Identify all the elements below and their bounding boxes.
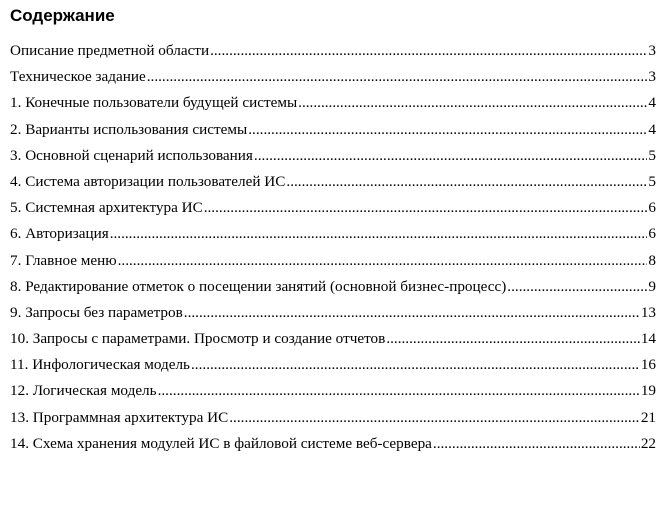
toc-list — [10, 42, 656, 461]
toc-entry[interactable] — [10, 199, 656, 225]
toc-dot-leader — [204, 199, 648, 217]
toc-entry-page-number: 4 — [648, 94, 656, 112]
toc-entry-page-number: 3 — [648, 68, 656, 86]
toc-entry[interactable] — [10, 278, 656, 304]
toc-entry[interactable] — [10, 409, 656, 435]
toc-entry-text: 4. Система авторизации пользователей ИС — [10, 172, 286, 190]
toc-title: Содержание — [10, 6, 115, 25]
toc-entry-page-number: 6 — [648, 199, 656, 217]
toc-dot-leader — [298, 94, 647, 112]
toc-dot-leader — [507, 278, 647, 296]
toc-dot-leader — [254, 147, 647, 165]
toc-entry-page-number: 21 — [640, 408, 656, 426]
toc-entry[interactable] — [10, 356, 656, 382]
toc-entry-page-number: 13 — [640, 303, 656, 321]
toc-dot-leader — [229, 409, 640, 427]
toc-entry[interactable] — [10, 330, 656, 356]
toc-dot-leader — [248, 121, 647, 139]
toc-entry-text: 5. Системная архитектура ИС — [10, 199, 203, 217]
toc-dot-leader — [184, 304, 640, 322]
toc-entry-text: 6. Авторизация — [10, 225, 109, 243]
toc-entry-text: 2. Варианты использования системы — [10, 120, 248, 138]
toc-dot-leader — [191, 356, 640, 374]
toc-entry-page-number: 3 — [648, 42, 656, 59]
toc-entry-text: 14. Схема хранения модулей ИС в файловой системе веб-сервера — [10, 434, 432, 452]
toc-dot-leader — [158, 382, 640, 400]
toc-entry-page-number: 5 — [648, 146, 656, 164]
toc-entry[interactable] — [10, 304, 656, 330]
toc-entry[interactable] — [10, 252, 656, 278]
toc-entry-text: 10. Запросы с параметрами. Просмотр и создание отчетов — [10, 330, 386, 348]
toc-entry-text: 7. Главное меню — [10, 251, 117, 269]
toc-entry-text: 11. Инфологическая модель — [10, 356, 190, 374]
toc-entry-text: 8. Редактирование отметок о посещении занятий (основной бизнес-процесс) — [10, 277, 507, 295]
toc-entry[interactable] — [10, 435, 656, 461]
toc-entry-text: 13. Программная архитектура ИС — [10, 408, 229, 426]
toc-entry-page-number: 22 — [640, 434, 656, 452]
toc-entry-page-number: 9 — [648, 277, 656, 295]
toc-dot-leader — [286, 173, 647, 191]
toc-entry-text: 9. Запросы без параметров — [10, 303, 183, 321]
toc-entry-text: 1. Конечные пользователи будущей системы — [10, 94, 298, 112]
toc-entry-page-number: 8 — [648, 251, 656, 269]
toc-entry-text: 12. Логическая модель — [10, 382, 157, 400]
toc-dot-leader — [147, 68, 648, 86]
toc-entry[interactable] — [10, 382, 656, 408]
toc-entry-text: Техническое задание — [10, 68, 146, 86]
toc-entry-page-number: 6 — [648, 225, 656, 243]
toc-dot-leader — [110, 225, 648, 243]
toc-entry-page-number: 14 — [640, 330, 656, 348]
toc-entry[interactable] — [10, 225, 656, 251]
toc-dot-leader — [118, 252, 648, 270]
toc-entry-page-number: 4 — [648, 120, 656, 138]
toc-entry-page-number: 5 — [648, 172, 656, 190]
toc-entry[interactable] — [10, 173, 656, 199]
toc-entry[interactable] — [10, 68, 656, 94]
toc-entry[interactable] — [10, 94, 656, 120]
toc-entry[interactable] — [10, 121, 656, 147]
toc-entry-text: 3. Основной сценарий использования — [10, 146, 253, 164]
toc-entry-page-number: 16 — [640, 356, 656, 374]
toc-dot-leader — [210, 42, 647, 60]
toc-dot-leader — [433, 435, 640, 453]
toc-entry-page-number: 19 — [640, 382, 656, 400]
toc-entry[interactable] — [10, 147, 656, 173]
toc-dot-leader — [386, 330, 640, 348]
toc-entry-text: Описание предметной области — [10, 42, 210, 59]
toc-entry[interactable] — [10, 42, 656, 68]
